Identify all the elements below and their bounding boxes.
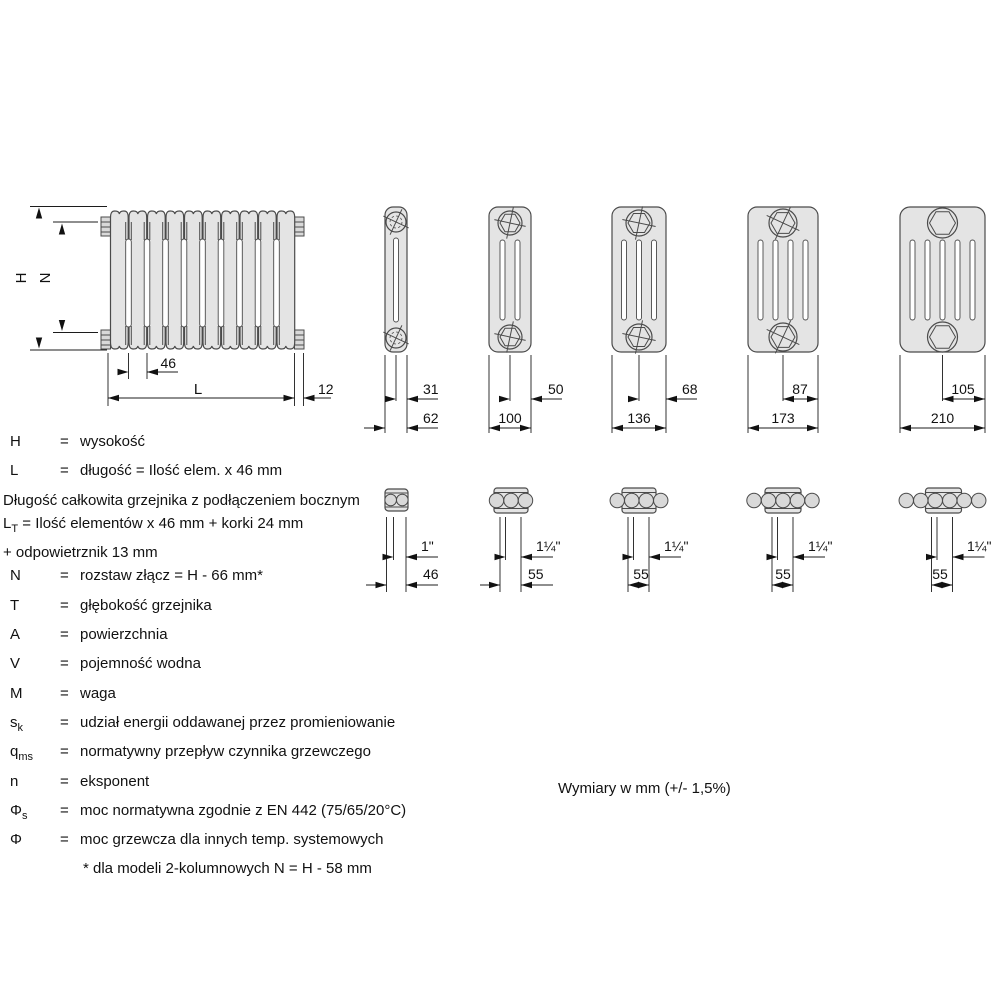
legend-row-LT: $L_T$ = Ilość elementów x 46 mm + korki 24 mm — [3, 514, 304, 535]
top-view-4col-pitch-dim: 55 — [633, 566, 649, 582]
tolerance-note: Wymiary w mm (+/- 1,5%) — [558, 780, 731, 797]
legend-row-A: A = powierzchnia — [10, 626, 168, 644]
legend-row-qms: $q_{ms}$ = normatywny przepływ czynnika grzewczego — [10, 743, 371, 764]
top-view-2col-pitch-dim: 46 — [423, 566, 439, 582]
height-label: H — [13, 272, 30, 284]
section-4col-full-dim: 136 — [627, 410, 651, 426]
front-view-length-dimensions — [108, 353, 334, 406]
top-view-4col — [610, 488, 688, 592]
legend-row-phi: Φ = moc grzewcza dla innych temp. systemowych — [10, 831, 384, 849]
section-view-3col — [489, 204, 564, 433]
legend-footnote: * dla modeli 2-kolumnowych N = H - 58 mm — [83, 860, 372, 878]
section-6col-half-dim: 105 — [951, 381, 975, 397]
section-3col-full-dim: 100 — [498, 410, 522, 426]
section-4col-half-dim: 68 — [682, 381, 698, 397]
front-view-height-dimensions — [13, 207, 107, 351]
top-view-2col-conn-dim: 1" — [421, 538, 434, 554]
end-offset-dim: 12 — [318, 381, 334, 397]
legend-row-T: T = głębokość grzejnika — [10, 596, 212, 614]
section-3col-half-dim: 50 — [548, 381, 564, 397]
spacing-label: N — [37, 272, 54, 284]
symbol-legend — [3, 430, 473, 881]
legend-row-n: n = eksponent — [10, 772, 150, 790]
section-view-2col — [364, 203, 439, 433]
section-6col-full-dim: 210 — [930, 410, 955, 426]
legend-row-sk: $s_k$ = udział energii oddawanej przez promieniowanie — [10, 713, 396, 734]
top-view-5col-pitch-dim: 55 — [775, 566, 791, 582]
section-2col-half-dim: 31 — [423, 381, 439, 397]
legend-row-V: V = pojemność wodna — [10, 655, 201, 673]
top-view-5col-conn-dim: 1¼" — [808, 538, 833, 554]
legend-row-phi-s: $\Phi_s$ = moc normatywna zgodnie z EN 442 (75/65/20°C) — [10, 801, 407, 822]
legend-row-M: M = waga — [10, 684, 116, 702]
top-view-3col-conn-dim: 1¼" — [536, 538, 561, 554]
legend-row-total-length-title: Długość całkowita grzejnika z podłączeniem bocznym — [3, 491, 360, 509]
top-view-3col-pitch-dim: 55 — [528, 566, 544, 582]
section-view-6col — [900, 207, 985, 433]
section-5col-half-dim: 87 — [792, 381, 808, 397]
top-view-6col-conn-dim: 1¼" — [967, 538, 992, 554]
section-view-4col — [612, 203, 698, 433]
legend-row-H: H = wysokość — [10, 433, 146, 450]
section-view-5col — [748, 199, 818, 433]
section-5col-full-dim: 173 — [771, 410, 795, 426]
length-dim: L — [193, 381, 203, 398]
top-view-6col — [899, 488, 991, 592]
top-view-4col-conn-dim: 1¼" — [664, 538, 689, 554]
element-pitch-dim: 46 — [160, 355, 177, 371]
radiator-front-view — [101, 211, 304, 349]
top-view-3col — [480, 488, 560, 592]
legend-row-L: L = długość = Ilość elem. x 46 mm — [10, 462, 283, 480]
top-view-5col — [747, 488, 833, 592]
legend-row-N: N = rozstaw złącz = H - 66 mm* — [10, 567, 263, 585]
section-2col-full-dim: 62 — [423, 410, 439, 426]
top-view-6col-pitch-dim: 55 — [932, 566, 948, 582]
legend-row-vent: + odpowietrznik 13 mm — [3, 544, 158, 562]
